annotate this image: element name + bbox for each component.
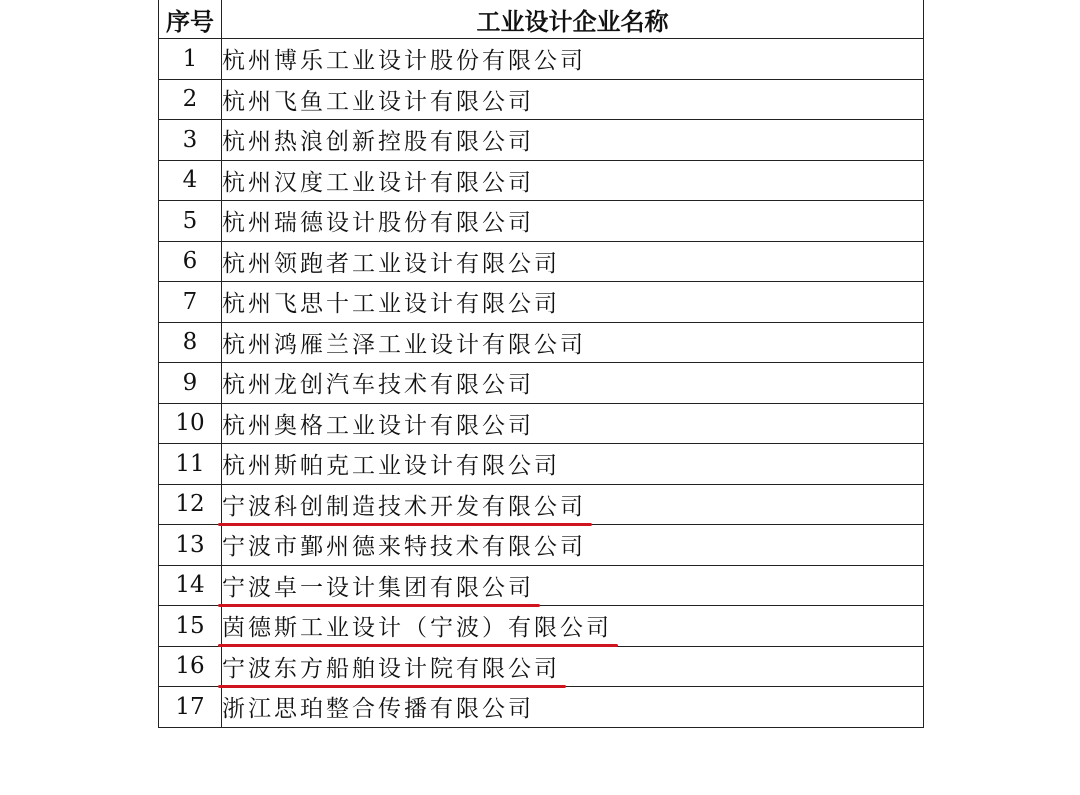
table-header-row	[159, 0, 924, 39]
company-name: 杭州飞鱼工业设计有限公司	[222, 88, 534, 115]
row-index: 3	[159, 120, 222, 161]
company-name: 杭州瑞德设计股份有限公司	[222, 210, 534, 237]
table-row	[159, 646, 924, 687]
row-index: 13	[159, 525, 222, 566]
company-name: 杭州奥格工业设计有限公司	[222, 412, 534, 439]
company-name-cell	[222, 484, 924, 525]
table-row	[159, 687, 924, 728]
table-row	[159, 363, 924, 404]
company-name-cell	[222, 39, 924, 80]
highlight-underline	[218, 604, 540, 607]
highlight-underline	[218, 685, 566, 688]
company-name: 宁波市鄞州德来特技术有限公司	[222, 534, 586, 561]
row-index: 2	[159, 79, 222, 120]
table-row	[159, 160, 924, 201]
company-name-cell	[222, 79, 924, 120]
row-index: 14	[159, 565, 222, 606]
company-name: 杭州龙创汽车技术有限公司	[222, 372, 534, 399]
table-row	[159, 525, 924, 566]
company-name-cell	[222, 403, 924, 444]
row-index: 6	[159, 241, 222, 282]
company-name-cell	[222, 525, 924, 566]
table-row	[159, 322, 924, 363]
row-index: 4	[159, 160, 222, 201]
company-name-cell	[222, 282, 924, 323]
highlight-underline	[218, 523, 592, 526]
company-name: 杭州热浪创新控股有限公司	[222, 129, 534, 156]
table-row	[159, 444, 924, 485]
company-name: 茵德斯工业设计（宁波）有限公司	[222, 609, 612, 642]
highlight-underline	[218, 644, 618, 647]
company-name: 杭州鸿雁兰泽工业设计有限公司	[222, 331, 586, 358]
table-row	[159, 39, 924, 80]
table-row	[159, 241, 924, 282]
row-index: 12	[159, 484, 222, 525]
company-name-cell	[222, 565, 924, 606]
company-name-cell	[222, 646, 924, 687]
table-row	[159, 606, 924, 647]
row-index: 11	[159, 444, 222, 485]
company-name: 杭州飞思十工业设计有限公司	[222, 291, 560, 318]
table-body	[159, 39, 924, 728]
table-row	[159, 565, 924, 606]
row-index: 5	[159, 201, 222, 242]
company-name-cell	[222, 160, 924, 201]
company-name: 宁波科创制造技术开发有限公司	[222, 488, 586, 521]
company-name-cell	[222, 120, 924, 161]
company-name: 宁波卓一设计集团有限公司	[222, 569, 534, 602]
table-row	[159, 403, 924, 444]
row-index: 10	[159, 403, 222, 444]
company-name: 杭州博乐工业设计股份有限公司	[222, 48, 586, 75]
company-name-cell	[222, 241, 924, 282]
table-row	[159, 79, 924, 120]
row-index: 17	[159, 687, 222, 728]
company-name-cell	[222, 687, 924, 728]
company-name: 宁波东方船舶设计院有限公司	[222, 650, 560, 683]
company-name-cell	[222, 322, 924, 363]
table-row	[159, 201, 924, 242]
company-name-cell	[222, 444, 924, 485]
row-index: 16	[159, 646, 222, 687]
company-name-cell	[222, 201, 924, 242]
company-name-cell	[222, 606, 924, 647]
enterprise-table	[158, 0, 924, 728]
company-name: 杭州斯帕克工业设计有限公司	[222, 453, 560, 480]
table-row	[159, 484, 924, 525]
row-index: 8	[159, 322, 222, 363]
header-index: 序号	[159, 0, 222, 39]
header-company-name: 工业设计企业名称	[222, 0, 924, 39]
row-index: 1	[159, 39, 222, 80]
row-index: 7	[159, 282, 222, 323]
company-name-cell	[222, 363, 924, 404]
row-index: 15	[159, 606, 222, 647]
row-index: 9	[159, 363, 222, 404]
table-row	[159, 120, 924, 161]
company-name: 浙江思珀整合传播有限公司	[222, 696, 534, 723]
company-name: 杭州领跑者工业设计有限公司	[222, 250, 560, 277]
company-name: 杭州汉度工业设计有限公司	[222, 169, 534, 196]
table-row	[159, 282, 924, 323]
